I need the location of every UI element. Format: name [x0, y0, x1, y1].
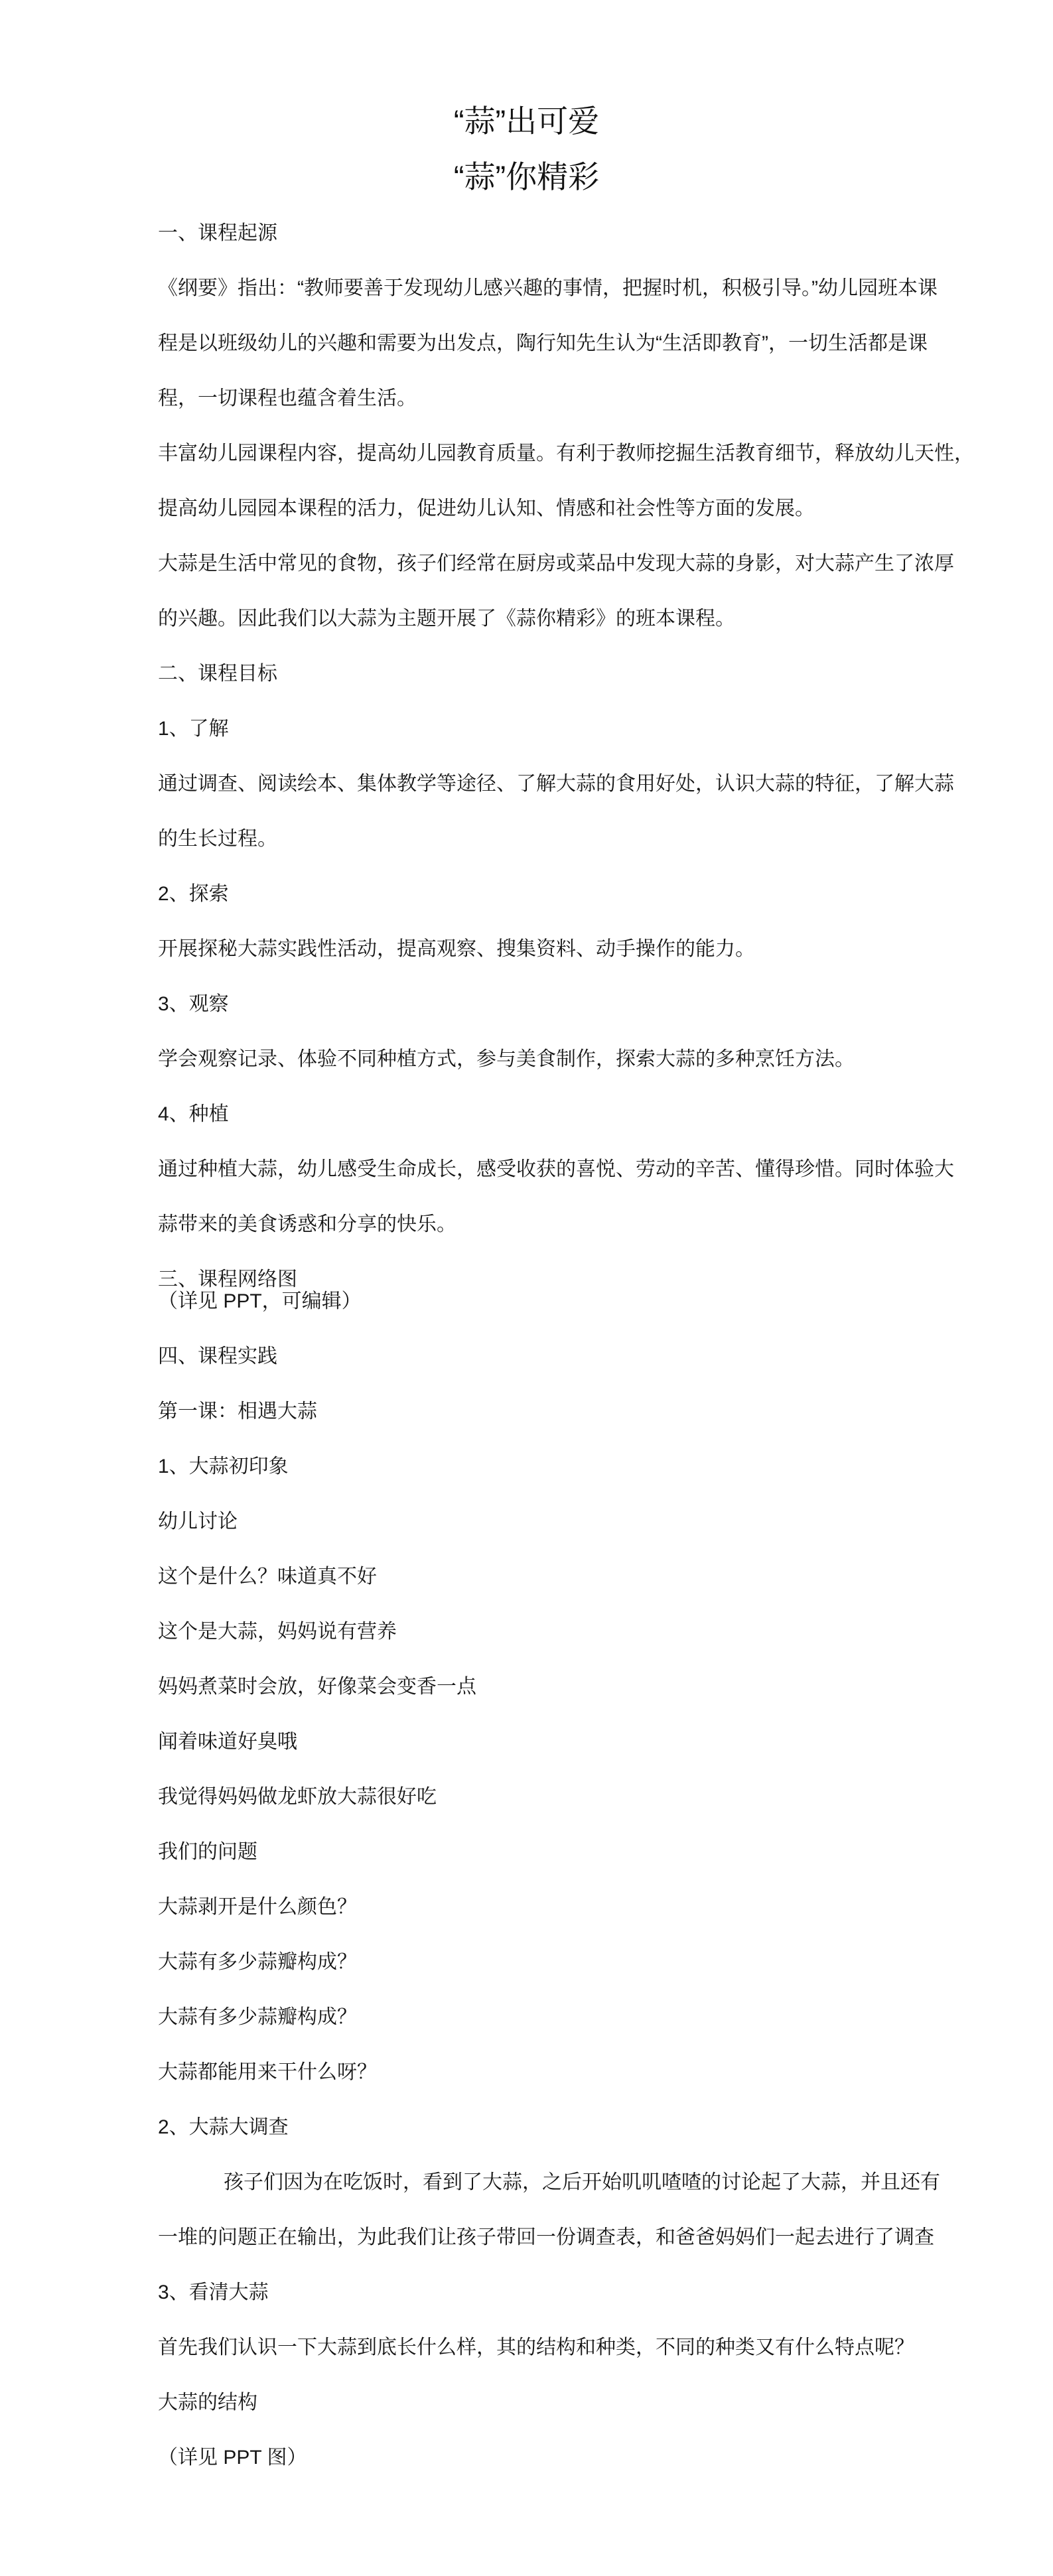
- document-text-line: 提高幼儿园园本课程的活力，促进幼儿认知、情感和社会性等方面的发展。: [158, 498, 815, 519]
- document-text-line: （详见 PPT 图）: [158, 2447, 307, 2469]
- document-text-line: 孩子们因为在吃饭时，看到了大蒜，之后开始叽叽喳喳的讨论起了大蒜，并且还有: [224, 2171, 940, 2193]
- document-text-line: 这个是大蒜，妈妈说有营养: [158, 1621, 397, 1643]
- document-text-line: 蒜带来的美食诱惑和分享的快乐。: [158, 1213, 456, 1235]
- document-text-line: 首先我们认识一下大蒜到底长什么样，其的结构和种类，不同的种类又有什么特点呢？: [158, 2337, 914, 2358]
- document-text-line: 丰富幼儿园课程内容，提高幼儿园教育质量。有利于教师挖掘生活教育细节，释放幼儿天性，: [158, 442, 974, 464]
- document-text-line: 通过调查、阅读绘本、集体教学等途径、了解大蒜的食用好处，认识大蒜的特征，了解大蒜: [158, 773, 954, 795]
- document-text-line: （详见 PPT，可编辑）: [158, 1290, 362, 1312]
- document-text-line: 这个是什么？味道真不好: [158, 1566, 377, 1588]
- document-heading-line: 3、观察: [158, 993, 229, 1015]
- document-text-line: 妈妈煮菜时会放，好像菜会变香一点: [158, 1676, 476, 1698]
- document-text-line: 大蒜剥开是什么颜色？: [158, 1896, 357, 1918]
- document-heading-line: 第一课：相遇大蒜: [158, 1400, 317, 1422]
- document-text-line: 大蒜有多少蒜瓣构成？: [158, 2006, 357, 2028]
- document-text-line: 的生长过程。: [158, 828, 277, 850]
- document-heading-line: 二、课程目标: [158, 663, 277, 685]
- document-text-line: 闻着味道好臭哦: [158, 1731, 297, 1753]
- document-text-line: 我们的问题: [158, 1841, 257, 1863]
- document-text-line: 《纲要》指出：“教师要善于发现幼儿感兴趣的事情，把握时机，积极引导。”幼儿园班本课: [158, 277, 938, 299]
- document-heading-line: 三、课程网络图: [158, 1268, 297, 1290]
- document-text-line: 一堆的问题正在输出，为此我们让孩子带回一份调查表，和爸爸妈妈们一起去进行了调查: [158, 2226, 934, 2248]
- document-text-line: 幼儿讨论: [158, 1511, 238, 1532]
- document-heading-line: 1、了解: [158, 718, 229, 740]
- document-title-line-1: “蒜”出可爱: [453, 103, 600, 139]
- document-heading-line: 2、探索: [158, 883, 229, 905]
- document-heading-line: 四、课程实践: [158, 1345, 277, 1367]
- document-heading-line: 一、课程起源: [158, 222, 277, 244]
- document-text-line: 我觉得妈妈做龙虾放大蒜很好吃: [158, 1786, 437, 1808]
- document-text-line: 程是以班级幼儿的兴趣和需要为出发点，陶行知先生认为“生活即教育”，一切生活都是课: [158, 332, 928, 354]
- document-text-line: 大蒜是生活中常见的食物，孩子们经常在厨房或菜品中发现大蒜的身影，对大蒜产生了浓厚: [158, 553, 954, 575]
- document-heading-line: 4、种植: [158, 1103, 229, 1125]
- document-text-line: 大蒜都能用来干什么呀？: [158, 2061, 377, 2083]
- document-title-line-2: “蒜”你精彩: [453, 159, 600, 194]
- document-text-line: 通过种植大蒜，幼儿感受生命成长，感受收获的喜悦、劳动的辛苦、懂得珍惜。同时体验大: [158, 1158, 954, 1180]
- document-heading-line: 2、大蒜大调查: [158, 2116, 289, 2138]
- document-text-line: 大蒜的结构: [158, 2392, 257, 2413]
- document-text-line: 学会观察记录、体验不同种植方式，参与美食制作，探索大蒜的多种烹饪方法。: [158, 1048, 855, 1070]
- document-text-line: 大蒜有多少蒜瓣构成？: [158, 1951, 357, 1973]
- document-text-line: 程，一切课程也蕴含着生活。: [158, 387, 417, 409]
- document-heading-line: 3、看清大蒜: [158, 2281, 269, 2303]
- document-text-line: 的兴趣。因此我们以大蒜为主题开展了《蒜你精彩》的班本课程。: [158, 608, 735, 630]
- document-heading-line: 1、大蒜初印象: [158, 1456, 289, 1477]
- document-text-line: 开展探秘大蒜实践性活动，提高观察、搜集资料、动手操作的能力。: [158, 938, 755, 960]
